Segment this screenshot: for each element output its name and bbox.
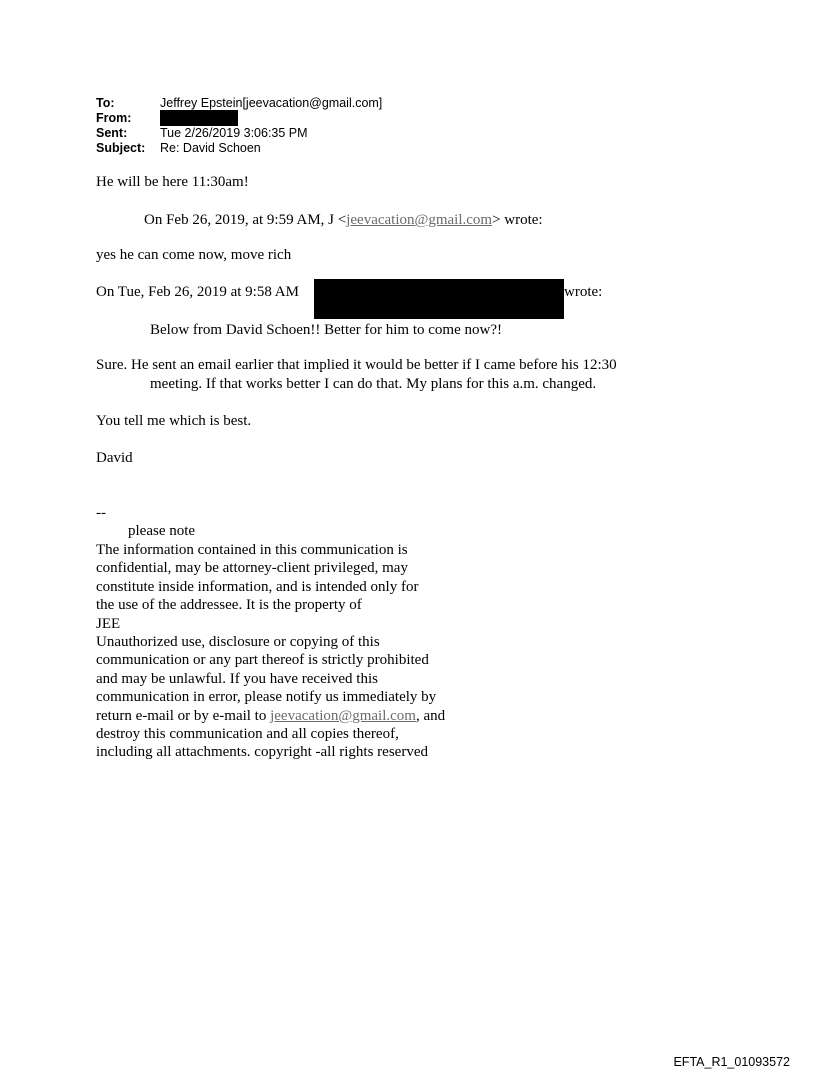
email-header xyxy=(96,96,382,156)
notice-line: destroy this communication and all copies thereof, xyxy=(96,726,399,743)
sent-row xyxy=(96,126,382,141)
quote-header-1 xyxy=(144,212,543,229)
quote-header-1-email-link[interactable]: jeevacation@gmail.com xyxy=(346,212,493,228)
signature: David xyxy=(96,450,133,466)
sender-redaction xyxy=(314,279,564,319)
quote-header-1-prefix: On Feb 26, 2019, at 9:59 AM, J < xyxy=(144,212,347,228)
notice-line: including all attachments. copyright -all rights reserved xyxy=(96,744,428,761)
body-line-tell-me: You tell me which is best. xyxy=(96,413,252,429)
to-value: Jeffrey Epstein[jeevacation@gmail.com] xyxy=(160,96,383,110)
notice-line: communication or any part thereof is strictly prohibited xyxy=(96,652,429,669)
notice-line: Unauthorized use, disclosure or copying of this xyxy=(96,634,380,651)
return-prefix: return e-mail or by e-mail to xyxy=(96,707,271,724)
from-row xyxy=(96,111,382,126)
subject-value: Re: David Schoen xyxy=(160,141,261,155)
notice-line: The information contained in this communication is xyxy=(96,542,408,558)
notice-line: constitute inside information, and is intended only for xyxy=(96,578,419,595)
to-row xyxy=(96,96,382,111)
return-suffix: , and xyxy=(415,707,446,724)
subject-label: Subject: xyxy=(96,141,146,155)
document-id: EFTA_R1_01093572 xyxy=(673,1055,790,1069)
footer-separator: -- xyxy=(96,505,106,521)
subject-row xyxy=(96,141,382,156)
to-label: To: xyxy=(96,96,115,110)
from-label: From: xyxy=(96,111,132,125)
sent-value: Tue 2/26/2019 3:06:35 PM xyxy=(160,126,308,140)
quote-header-2-suffix: wrote: xyxy=(564,284,603,300)
notice-line: confidential, may be attorney-client privileged, may xyxy=(96,560,408,577)
notice-line: JEE xyxy=(96,615,121,632)
notice-line: communication in error, please notify us immediately by xyxy=(96,689,437,706)
body-line-meeting: meeting. If that works better I can do that. My plans for this a.m. changed. xyxy=(150,376,597,392)
footer-note: please note xyxy=(128,523,196,539)
quote-header-1-suffix: > wrote: xyxy=(492,212,543,228)
from-redaction xyxy=(160,110,238,126)
body-line-below-from: Below from David Schoen!! Better for him to come now?! xyxy=(150,322,502,338)
body-line-arrival: He will be here 11:30am! xyxy=(96,174,249,190)
body-line-sure: Sure. He sent an email earlier that implied it would be better if I came before his 12:30 xyxy=(96,357,617,373)
sent-label: Sent: xyxy=(96,126,128,140)
notice-line: the use of the addressee. It is the property of xyxy=(96,597,362,614)
return-email-link[interactable]: jeevacation@gmail.com xyxy=(270,707,416,724)
quote-header-2-prefix: On Tue, Feb 26, 2019 at 9:58 AM xyxy=(96,284,299,300)
confidentiality-notice xyxy=(96,541,445,762)
notice-line-return-email xyxy=(96,707,445,725)
body-line-come-now: yes he can come now, move rich xyxy=(96,247,292,263)
notice-line: and may be unlawful. If you have received this xyxy=(96,670,378,687)
